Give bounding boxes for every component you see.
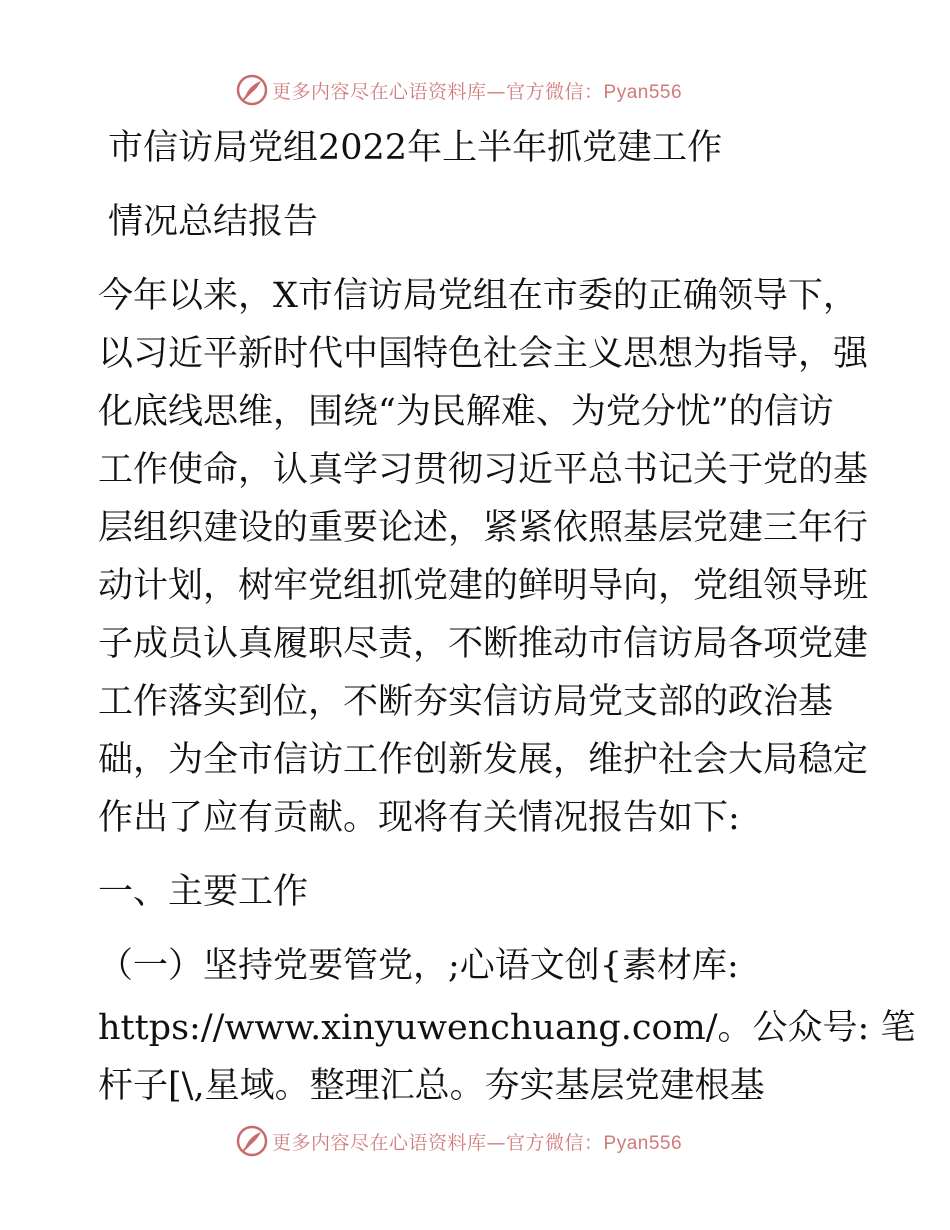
- subsection-line: （一）坚持党要管党，;心语文创{素材库:: [98, 946, 739, 986]
- body-line: 以习近平新时代中国特色社会主义思想为指导，强: [98, 334, 869, 374]
- body-line: 化底线思维，围绕“为民解难、为党分忧”的信访: [98, 392, 834, 432]
- feather-pen-logo-icon: [236, 1125, 268, 1157]
- body-line: 层组织建设的重要论述，紧紧依照基层党建三年行: [98, 508, 869, 548]
- watermark-text: 更多内容尽在心语资料库—官方微信：Pyan556: [272, 1131, 683, 1154]
- subsection-line: 杆子[\,星域。整理汇总。夯实基层党建根基: [98, 1066, 765, 1106]
- watermark-text: 更多内容尽在心语资料库—官方微信：Pyan556: [272, 80, 683, 103]
- footer-watermark: [236, 1124, 682, 1158]
- subsection-line: https://www.xinyuwenchuang.com/。公众号: 笔: [98, 1008, 916, 1048]
- body-line: 础，为全市信访工作创新发展，维护社会大局稳定: [98, 740, 869, 780]
- body-line: 子成员认真履职尽责，不断推动市信访局各项党建: [98, 624, 869, 664]
- body-line: 动计划，树牢党组抓党建的鲜明导向，党组领导班: [98, 566, 869, 606]
- document-title-line-2: 情况总结报告: [108, 202, 319, 242]
- body-line: 工作使命，认真学习贯彻习近平总书记关于党的基: [98, 450, 869, 490]
- section-heading: 一、主要工作: [98, 872, 309, 912]
- body-line: 作出了应有贡献。现将有关情况报告如下:: [98, 798, 740, 838]
- feather-pen-logo-icon: [236, 74, 268, 106]
- document-title-line-1: 市信访局党组2022年上半年抓党建工作: [108, 128, 723, 168]
- body-line: 今年以来，X市信访局党组在市委的正确领导下，: [98, 276, 858, 316]
- body-line: 工作落实到位，不断夯实信访局党支部的政治基: [98, 682, 834, 722]
- header-watermark: [236, 73, 682, 107]
